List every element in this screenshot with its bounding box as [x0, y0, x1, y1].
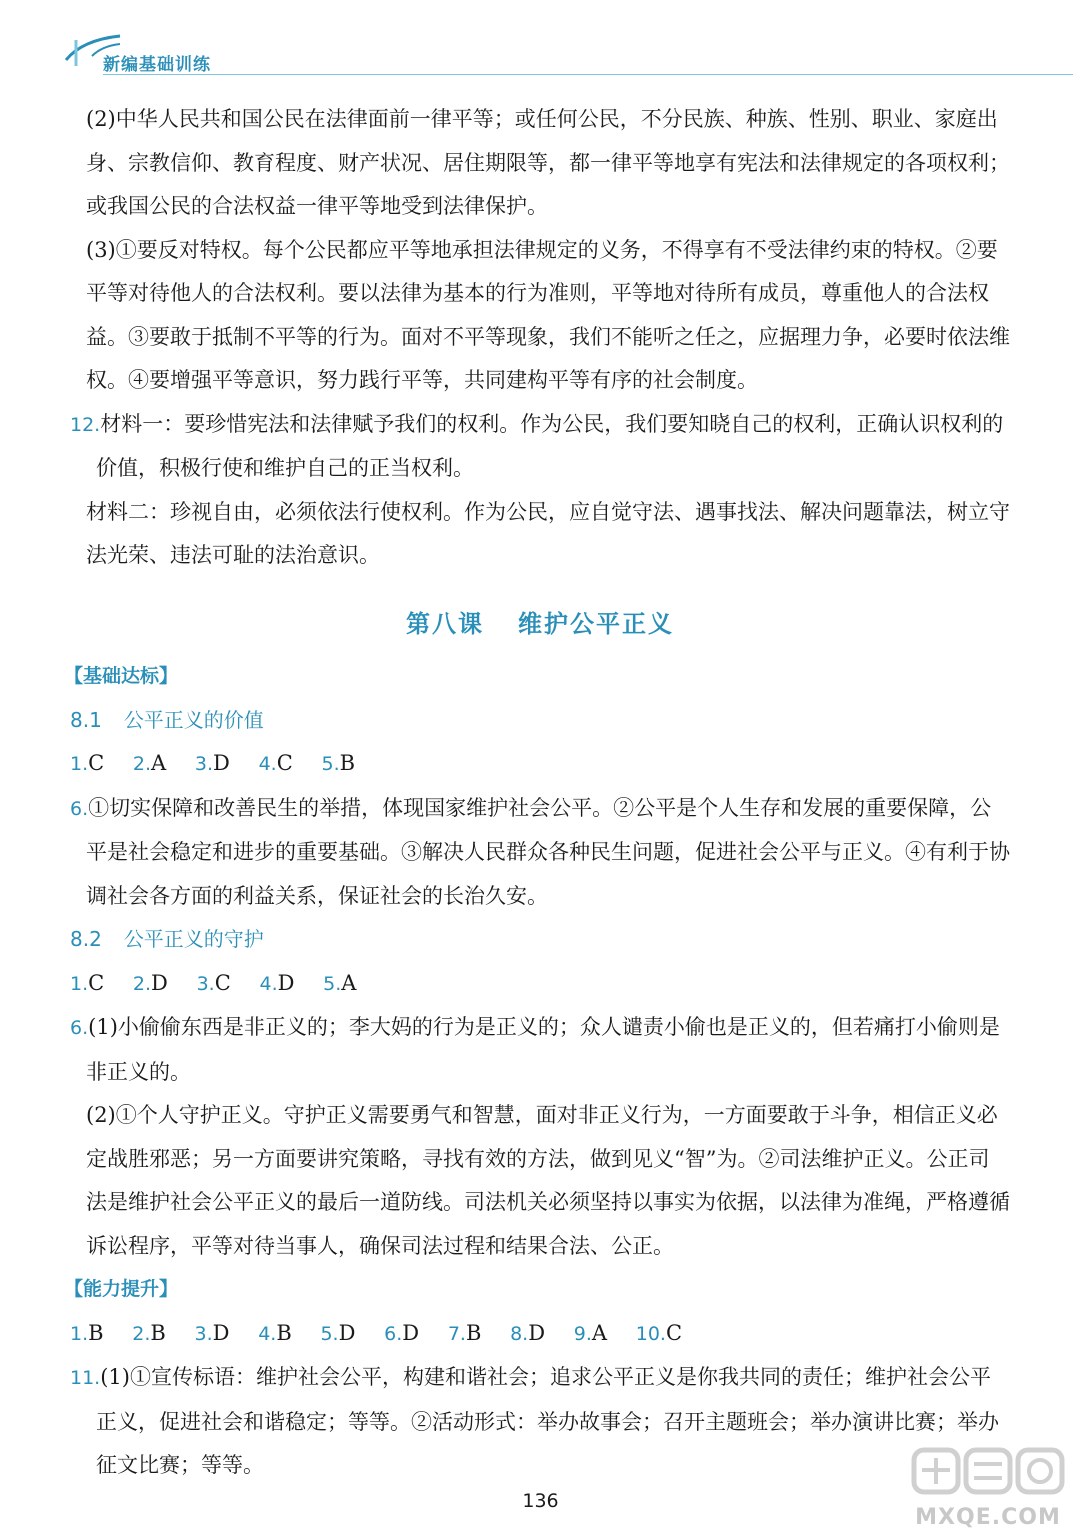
answer-row-8-2 [70, 962, 1010, 1007]
header-divider [103, 74, 1073, 75]
answer-item: 5.B [321, 751, 356, 775]
q12-material2: 材料二：珍视自由，必须依法行使权利。作为公民，应自觉守法、遇事找法、解决问题靠法，树立守法光荣、违法可耻的法治意识。 [86, 499, 1010, 567]
subsection-8-2-number: 8.2 [70, 927, 102, 951]
q11-part3-text: (3)①要反对特权。每个公民都应平等地承担法律规定的义务，不得享有不受法律约束的特权。②要平等对待他人的合法权利。要以法律为基本的行为准则，平等地对待所有成员，尊重他人的合法权益。③要敢于抵制不平等的行为。面对不平等现象，我们不能听之任之，应据理力争，必要时依法维权。④要增强平等意识，努力践行平等，共同建构平等有序的社会制度。 [86, 237, 1010, 392]
page-content [64, 98, 1010, 1488]
q6-number: 6. [70, 797, 89, 820]
q11-ability-block [70, 1356, 1010, 1488]
subsection-8-2-heading [70, 918, 1010, 962]
answer-item: 5.A [323, 970, 357, 995]
answer-item: 8.D [510, 1320, 546, 1345]
page-number: 136 [522, 1490, 559, 1512]
answer-item: 1.C [70, 751, 105, 775]
q11-part2-text: (2)中华人民共和国公民在法律面前一律平等；或任何公民，不分民族、种族、性别、职业、家庭出身、宗教信仰、教育程度、财产状况、居住期限等，都一律平等地享有宪法和法律规定的各项权利；或我国公民的合法权益一律平等地受到法律保护。 [86, 107, 1010, 218]
q6-8-1-block [70, 787, 1010, 919]
q6-8-2-block [70, 1006, 1010, 1094]
answer-item: 2.A [132, 751, 167, 775]
answer-item: 3.D [194, 751, 230, 775]
answer-item: 4.B [258, 1320, 292, 1345]
q12-block [70, 403, 1010, 491]
q6-8-1-text: ①切实保障和改善民生的举措，体现国家维护社会公平。②公平是个人生存和发展的重要保障，公平是社会稳定和进步的重要基础。③解决人民群众各种民生问题，促进社会公平与正义。④有利于协调社会各方面的利益关系，保证社会的长治久安。 [86, 795, 1010, 908]
watermark-logo-icon [900, 1440, 1076, 1504]
q6-8-2-part2: (2)①个人守护正义。守护正义需要勇气和智慧，面对非正义行为，一方面要敢于斗争，相信正义必定战胜邪恶；另一方面要讲究策略，寻找有效的方法，做到见义“智”为。②司法维护正义。公正司法是维护社会公平正义的最后一道防线。司法机关必须坚持以事实为依据，以法律为准绳，严格遵循诉讼程序，平等对待当事人，确保司法过程和结果合法、公正。 [86, 1103, 1010, 1258]
q12-number: 12. [70, 413, 101, 436]
answer-item: 2.D [132, 970, 168, 995]
answer-item: 1.B [70, 1320, 104, 1345]
q12-material1: 材料一：要珍惜宪法和法律赋予我们的权利。作为公民，我们要知晓自己的权利，正确认识权利的价值，积极行使和维护自己的正当权利。 [96, 411, 1004, 480]
q11-number: 11. [70, 1367, 101, 1389]
answer-item: 3.C [196, 970, 231, 995]
answer-item: 4.C [258, 751, 293, 775]
answer-item: 9.A [573, 1320, 608, 1345]
lesson-name: 维护公平正义 [518, 608, 674, 638]
answer-item: 2.B [132, 1320, 166, 1345]
answer-item: 4.D [259, 970, 295, 995]
answer-item: 3.D [194, 1320, 230, 1345]
answer-item: 6.D [384, 1320, 420, 1345]
subsection-8-1-title: 公平正义的价值 [123, 707, 264, 732]
watermark-text: MXQE.COM [915, 1505, 1061, 1530]
answer-item: 7.B [447, 1320, 482, 1345]
basic-section-label: 【基础达标】 [64, 665, 179, 687]
answer-item: 10.C [635, 1320, 683, 1345]
lesson-number: 第八课 [406, 608, 484, 638]
answer-row-8-1 [70, 742, 1010, 787]
q6-8-2-part1: (1)小偷偷东西是非正义的；李大妈的行为是正义的；众人谴责小偷也是正义的，但若痛打小偷则是非正义的。 [86, 1015, 1000, 1084]
subsection-8-1-number: 8.1 [70, 707, 102, 732]
header-title: 新编基础训练 [103, 55, 211, 75]
ability-section-label: 【能力提升】 [64, 1278, 179, 1300]
answer-row-ability [70, 1312, 1010, 1357]
answer-item: 1.C [70, 970, 105, 995]
watermark [900, 1440, 1076, 1532]
q6-number: 6. [70, 1017, 89, 1039]
answer-item: 5.D [320, 1320, 356, 1345]
subsection-8-1-heading [70, 699, 1010, 743]
q11-ability-text: (1)①宣传标语：维护社会公平，构建和谐社会；追求公平正义是你我共同的责任；维护社会公平正义，促进社会和谐稳定；等等。②活动形式：举办故事会；召开主题班会；举办演讲比赛；举办征文比赛；等等。 [96, 1365, 999, 1477]
lesson-title [70, 602, 1010, 646]
subsection-8-2-title: 公平正义的守护 [123, 927, 264, 951]
